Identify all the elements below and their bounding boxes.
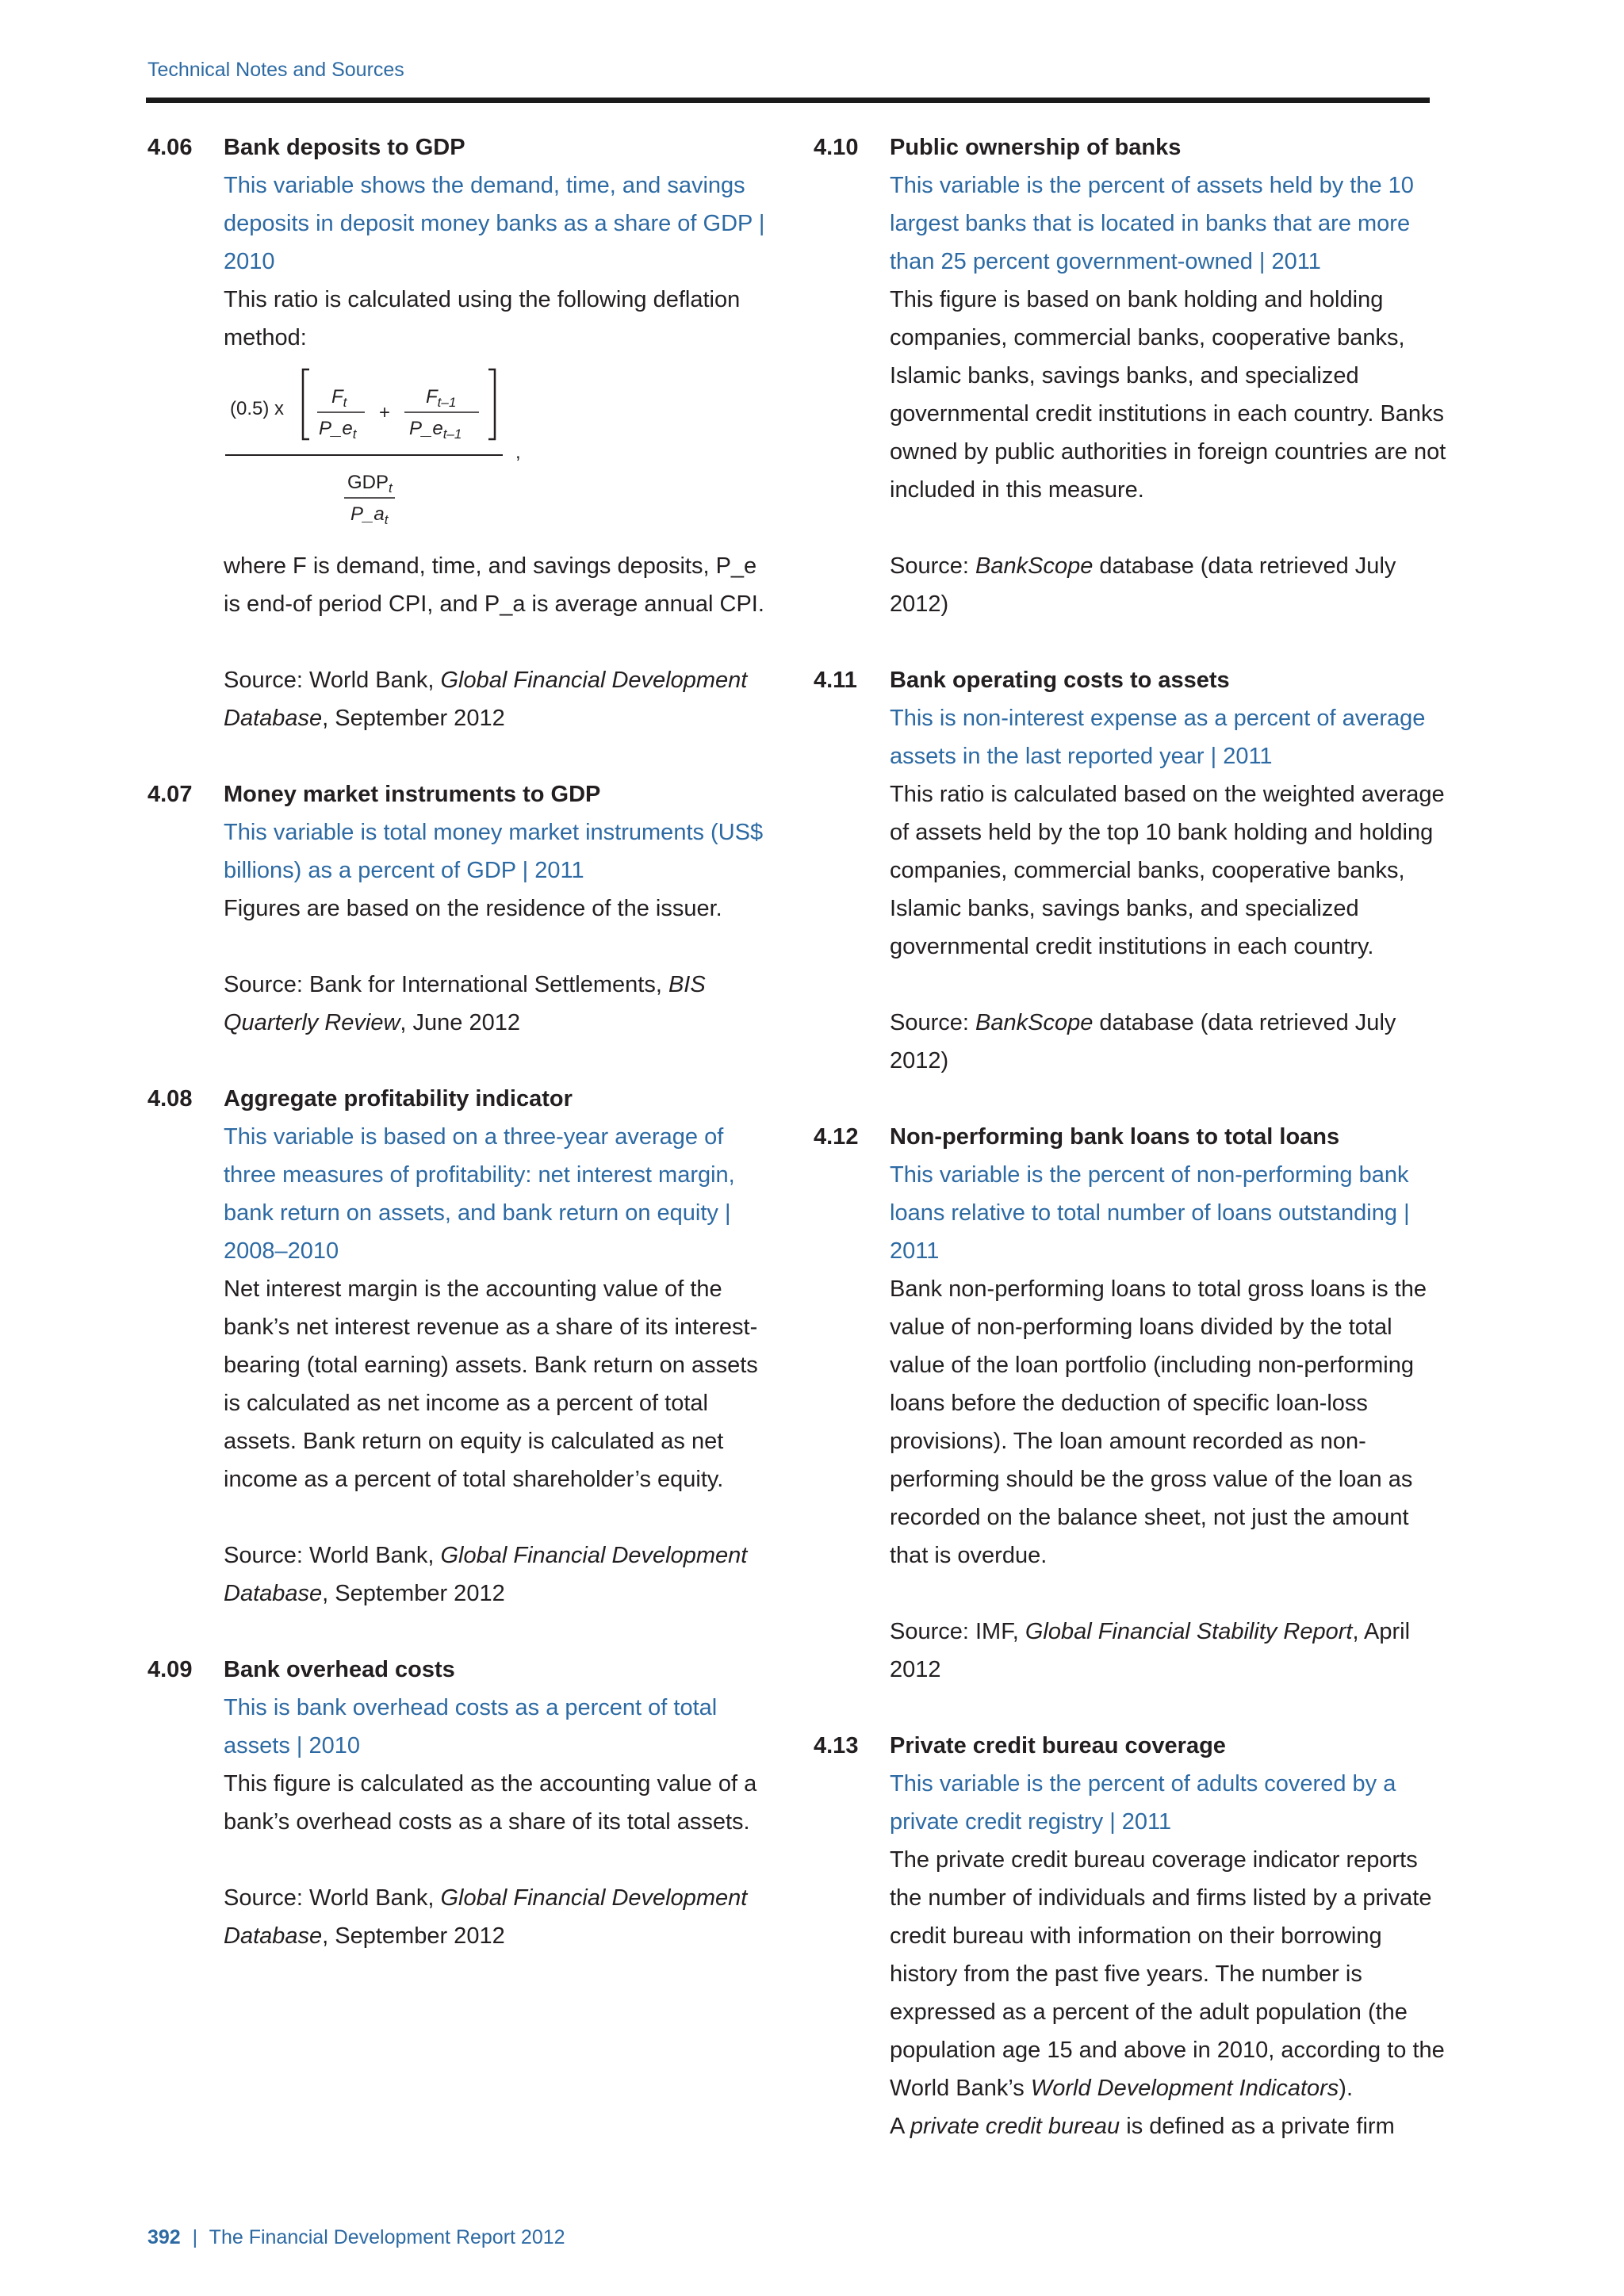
section-number: 4.12 [814,1124,859,1150]
footer-separator: | [192,2226,198,2248]
section-source: Source: World Bank, Global Financial Development Database, September 2012 [224,1885,748,1949]
section-description: This variable is the percent of adults covered by a private credit registry | 2011 [890,1771,1396,1835]
section-source: Source: BankScope database (data retrieved July 2012) [890,1010,1396,1073]
section-description: This variable is based on a three-year average of three measures of profitability: net interest margin, bank return on assets, and bank return on equity | 2008–2010 [224,1124,735,1264]
section-4-09 [147,1651,766,1955]
section-number: 4.11 [814,668,857,693]
section-title: Non-performing bank loans to total loans [890,1124,1340,1150]
section-number: 4.13 [814,1733,859,1758]
section-number: 4.06 [147,135,193,160]
formula-den-top: $GDP_t$ [347,472,393,496]
formula-num2-bottom: $P\_e_{t-1}$ [409,418,462,442]
section-body: This ratio is calculated using the following deflation method: [224,287,741,350]
section-number: 4.09 [147,1657,193,1682]
section-description: This variable is the percent of non-performing bank loans relative to total number of loans outstanding | 2011 [890,1162,1410,1264]
section-title: Private credit bureau coverage [890,1733,1226,1758]
right-column [814,128,1448,2145]
formula-num1-top: $F_t$ [331,386,347,410]
section-number: 4.10 [814,135,859,160]
report-title: The Financial Development Report 2012 [209,2226,565,2248]
section-description: This is non-interest expense as a percent of average assets in the last reported year | 2011 [890,706,1426,769]
section-4-13 [814,1727,1448,2145]
section-body: Figures are based on the residence of the issuer. [224,896,722,921]
section-source: Source: Bank for International Settlements, BIS Quarterly Review, June 2012 [224,972,706,1035]
section-number: 4.07 [147,782,193,807]
section-4-12 [814,1118,1448,1689]
section-body: The private credit bureau coverage indicator reports the number of individuals and firms listed by a private credit bureau with information on their borrowing history from the past five years. The number is expressed as a percent of the adult population (the population age 15 and above in 2010, according to the World Bank’s World Development Indicators). [890,1847,1445,2101]
section-body-after: where F is demand, time, and savings deposits, P_e is end-of period CPI, and P_a is average annual CPI. [224,553,764,617]
section-source: Source: World Bank, Global Financial Development Database, September 2012 [224,1543,748,1606]
formula-den-bottom: $P\_a_t$ [350,503,389,527]
deflation-formula [224,357,565,547]
section-number: 4.08 [147,1086,193,1112]
section-body: Bank non-performing loans to total gross loans is the value of non-performing loans divided by the total value of the loan portfolio (including non-performing loans before the deduction of specific loan-loss provisions). The loan amount recorded as non-performing should be the gross value of the loan as recorded on the balance sheet, not just the amount that is overdue. [890,1276,1427,1568]
section-title: Bank operating costs to assets [890,668,1230,693]
page-footer [147,2226,565,2249]
section-body: This figure is calculated as the accounting value of a bank’s overhead costs as a share of its total assets. [224,1771,757,1835]
section-description: This is bank overhead costs as a percent of total assets | 2010 [224,1695,718,1758]
formula-num2-top: $F_{t-1}$ [426,386,457,410]
section-description: This variable is total money market instruments (US$ billions) as a percent of GDP | 2011 [224,820,764,883]
section-source: Source: World Bank, Global Financial Development Database, September 2012 [224,668,748,731]
section-4-08 [147,1080,766,1613]
section-description: This variable is the percent of assets held by the 10 largest banks that is located in banks that are more than 25 percent government-owned | 2011 [890,173,1414,274]
formula-coefficient: (0.5) x [230,398,285,419]
section-title: Aggregate profitability indicator [224,1086,573,1112]
section-source: Source: BankScope database (data retrieved July 2012) [890,553,1396,617]
section-body-continued: A private credit bureau is defined as a private firm [890,2114,1395,2139]
section-source: Source: IMF, Global Financial Stability Report, April 2012 [890,1619,1411,1682]
section-title: Bank overhead costs [224,1657,455,1682]
section-title: Money market instruments to GDP [224,782,601,807]
section-4-07 [147,775,766,1042]
running-header: Technical Notes and Sources [147,59,404,81]
header-rule [146,98,1430,103]
formula-plus: + [379,402,391,423]
page-number: 392 [147,2226,181,2248]
section-title: Public ownership of banks [890,135,1182,160]
section-body: This ratio is calculated based on the weighted average of assets held by the top 10 bank holding and holding companies, commercial banks, cooperative banks, Islamic banks, savings banks, and specialized governmental credit institutions in each country. [890,782,1445,959]
section-4-10 [814,128,1448,623]
left-column [147,128,766,1955]
formula-num1-bottom: $P\_e_t$ [319,418,357,442]
section-4-06 [147,128,766,737]
section-title: Bank deposits to GDP [224,135,465,160]
formula-trailing-comma: , [515,442,521,463]
section-body: Net interest margin is the accounting value of the bank’s net interest revenue as a share of its interest-bearing (total earning) assets. Bank return on assets is calculated as net income as a percent of total assets. Bank return on equity is calculated as net income as a percent of total shareholder’s equity. [224,1276,758,1492]
section-body: This figure is based on bank holding and holding companies, commercial banks, cooperative banks, Islamic banks, savings banks, and specialized governmental credit institutions in each country. Banks owned by public authorities in foreign countries are not included in this measure. [890,287,1446,503]
section-4-11 [814,661,1448,1080]
section-description: This variable shows the demand, time, and savings deposits in deposit money banks as a share of GDP | 2010 [224,173,765,274]
